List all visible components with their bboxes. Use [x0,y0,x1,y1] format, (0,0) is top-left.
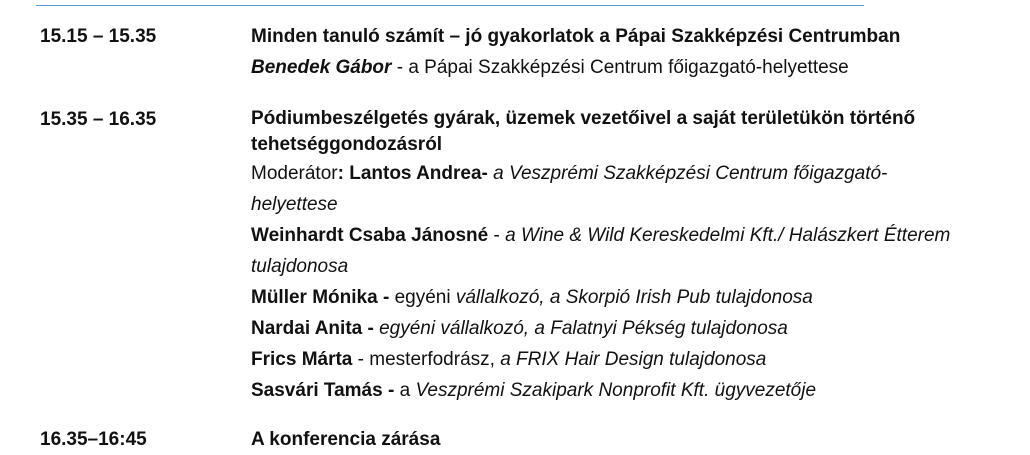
panelist-role: vállalkozó, a Skorpió Irish Pub tulajdonosa [455,287,813,308]
panelist-role: egyéni vállalkozó, a Falatnyi Pékség tulajdonosa [379,318,788,339]
session-block [251,106,951,406]
panelist-role: Veszprémi Szakipark Nonprofit Kft. ügyvezetője [415,380,817,401]
speaker-role: - a Pápai Szakképzési Centrum főigazgató-helyettese [391,57,849,78]
speaker-name: Benedek Gábor [251,57,392,78]
panelist-name: Sasvári Tamás - [251,380,395,401]
panelist-separator: - [352,349,370,370]
moderator-line [251,158,951,220]
panelist-separator: - [488,225,506,246]
session-time: 16.35–16:45 [40,429,147,450]
session-block [251,22,951,83]
moderator-role: a Veszprémi Szakképzési Centrum főigazgató-helyettese [251,163,888,215]
moderator-colon: : [337,163,344,184]
moderator-name: Lantos Andrea- [343,163,488,184]
session-block [251,425,951,455]
panelist-line [251,220,951,282]
panelist-plain: a [399,380,416,401]
session-time: 15.35 – 16.35 [40,109,157,130]
panelist-plain: mesterfodrász, [369,349,501,370]
session-title: A konferencia zárása [251,429,441,450]
panelist-name: Nardai Anita - [251,318,374,339]
speaker-line [251,52,951,83]
panelist-line [251,313,951,344]
moderator-prefix: Moderátor [251,163,338,184]
session-title: Pódiumbeszélgetés gyárak, üzemek vezetőivel a saját területükön történő tehetséggondozásról [251,108,916,155]
panelist-line [251,375,951,406]
session-time: 15.15 – 15.35 [40,26,157,47]
top-divider-line [36,5,864,6]
panelist-name: Frics Márta [251,349,353,370]
panelist-role: a Wine & Wild Kereskedelmi Kft./ Halászkert Étterem tulajdonosa [251,225,951,277]
panelist-name: Müller Mónika - [251,287,390,308]
panelist-line [251,282,951,313]
panelist-plain: egyéni [394,287,456,308]
panelist-line [251,344,951,375]
panelist-role: a FRIX Hair Design tulajdonosa [500,349,767,370]
panelist-name: Weinhardt Csaba Jánosné [251,225,489,246]
session-title: Minden tanuló számít – jó gyakorlatok a Pápai Szakképzési Centrumban [251,26,901,47]
